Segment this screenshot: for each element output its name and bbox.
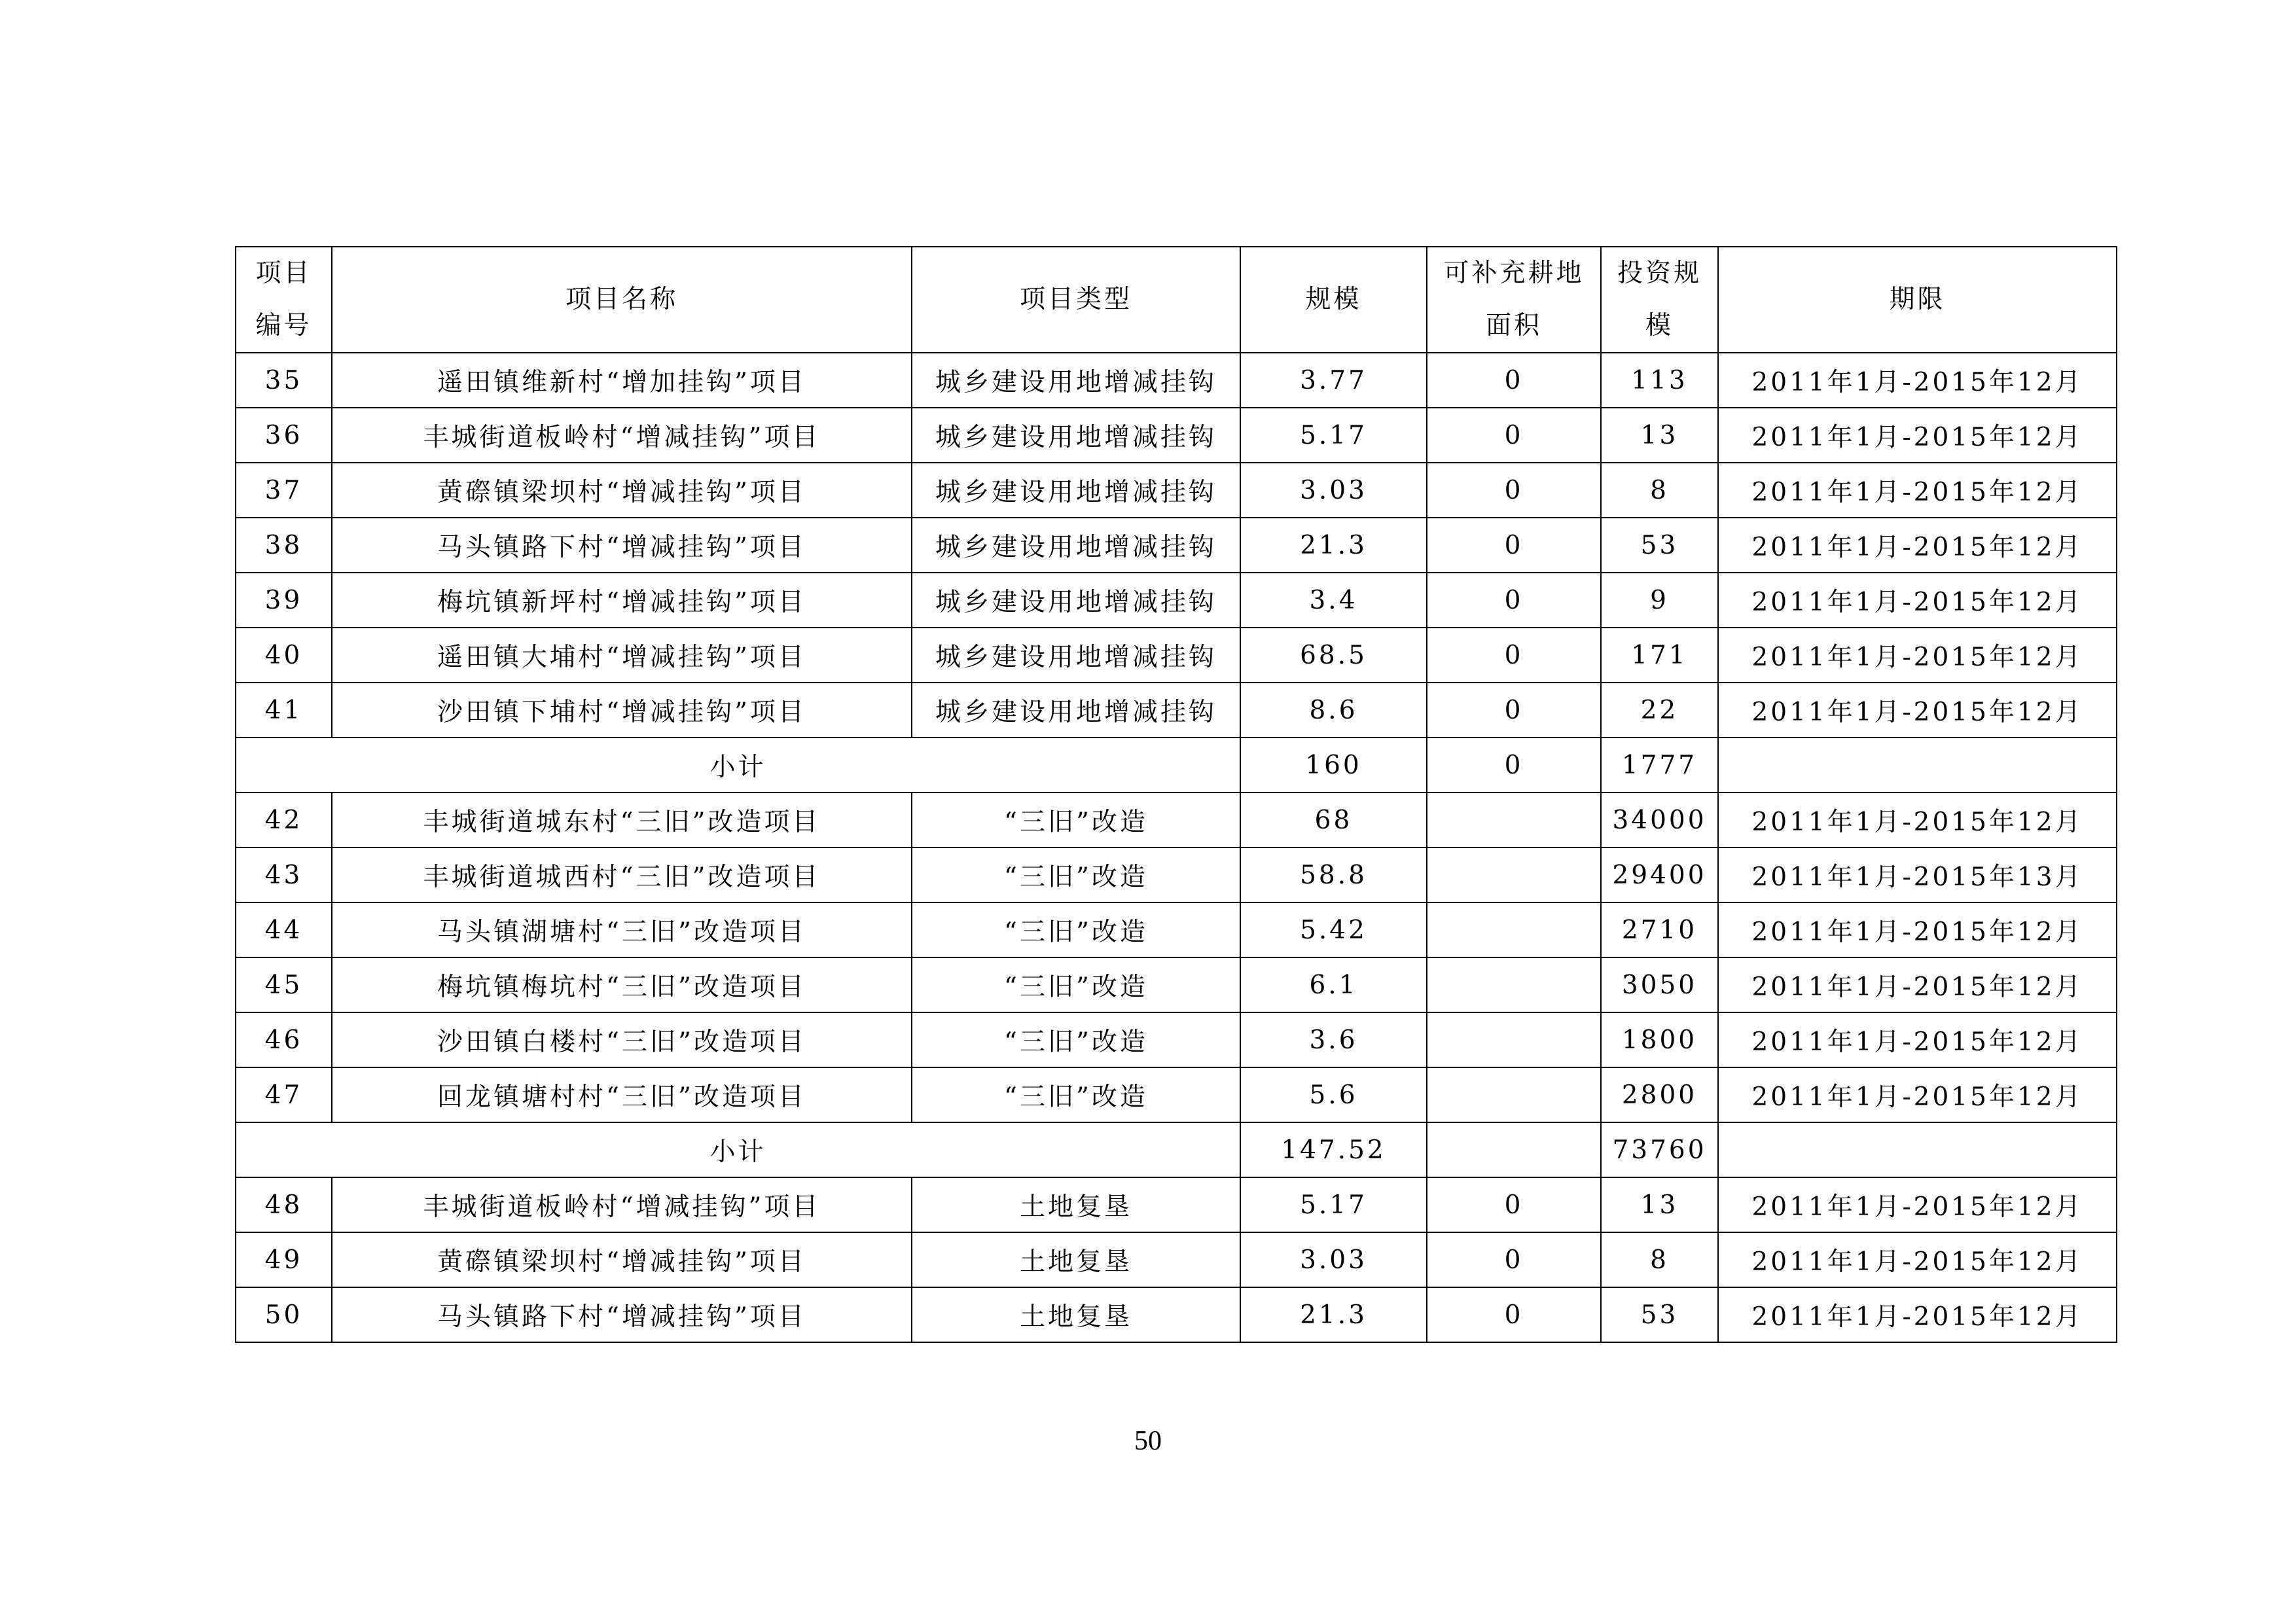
farmland-cell: 0	[1427, 408, 1601, 463]
period-cell: 2011年1月-2015年12月	[1718, 1232, 2117, 1287]
farmland-cell: 0	[1427, 353, 1601, 408]
header-farmland-area: 可补充耕地 面积	[1427, 247, 1601, 353]
name-cell: 回龙镇塘村村“三旧”改造项目	[332, 1067, 912, 1122]
header-project-id: 项目 编号	[236, 247, 332, 353]
investment-cell: 8	[1601, 1232, 1718, 1287]
header-scale: 规模	[1240, 247, 1427, 353]
id-cell: 39	[236, 573, 332, 628]
period-cell: 2011年1月-2015年12月	[1718, 1287, 2117, 1342]
farmland-cell: 0	[1427, 1287, 1601, 1342]
scale-cell: 68.5	[1240, 628, 1427, 683]
type-cell: 城乡建设用地增减挂钩	[912, 353, 1240, 408]
table-row	[236, 793, 2117, 847]
scale-cell: 21.3	[1240, 1287, 1427, 1342]
id-cell: 47	[236, 1067, 332, 1122]
period-cell: 2011年1月-2015年12月	[1718, 518, 2117, 573]
investment-cell: 29400	[1601, 847, 1718, 902]
page-number: 50	[1134, 1426, 1162, 1456]
farmland-cell	[1427, 793, 1601, 847]
id-cell: 35	[236, 353, 332, 408]
period-cell: 2011年1月-2015年13月	[1718, 847, 2117, 902]
scale-cell: 3.03	[1240, 463, 1427, 518]
subtotal-period-cell	[1718, 738, 2117, 793]
name-cell: 沙田镇下埔村“增减挂钩”项目	[332, 683, 912, 738]
period-cell: 2011年1月-2015年12月	[1718, 1012, 2117, 1067]
subtotal-farmland-cell	[1427, 1122, 1601, 1177]
id-cell: 42	[236, 793, 332, 847]
type-cell: 城乡建设用地增减挂钩	[912, 683, 1240, 738]
table-row	[236, 1177, 2117, 1232]
table-row	[236, 1012, 2117, 1067]
name-cell: 黄磜镇梁坝村“增减挂钩”项目	[332, 463, 912, 518]
table-header-row	[236, 247, 2117, 353]
period-cell: 2011年1月-2015年12月	[1718, 463, 2117, 518]
period-cell: 2011年1月-2015年12月	[1718, 1177, 2117, 1232]
table-row	[236, 408, 2117, 463]
header-investment: 投资规 模	[1601, 247, 1718, 353]
type-cell: “三旧”改造	[912, 902, 1240, 957]
period-cell: 2011年1月-2015年12月	[1718, 628, 2117, 683]
header-project-type: 项目类型	[912, 247, 1240, 353]
project-table	[235, 246, 2117, 1343]
investment-cell: 8	[1601, 463, 1718, 518]
farmland-cell	[1427, 902, 1601, 957]
investment-cell: 34000	[1601, 793, 1718, 847]
id-cell: 37	[236, 463, 332, 518]
table-body	[236, 353, 2117, 1342]
farmland-cell: 0	[1427, 518, 1601, 573]
type-cell: 城乡建设用地增减挂钩	[912, 518, 1240, 573]
type-cell: 土地复垦	[912, 1177, 1240, 1232]
subtotal-row	[236, 1122, 2117, 1177]
investment-cell: 13	[1601, 408, 1718, 463]
table-row	[236, 1232, 2117, 1287]
type-cell: “三旧”改造	[912, 793, 1240, 847]
period-cell: 2011年1月-2015年12月	[1718, 1067, 2117, 1122]
name-cell: 马头镇路下村“增减挂钩”项目	[332, 1287, 912, 1342]
id-cell: 36	[236, 408, 332, 463]
scale-cell: 5.6	[1240, 1067, 1427, 1122]
subtotal-scale-cell: 160	[1240, 738, 1427, 793]
farmland-cell: 0	[1427, 1177, 1601, 1232]
investment-cell: 22	[1601, 683, 1718, 738]
name-cell: 马头镇路下村“增减挂钩”项目	[332, 518, 912, 573]
subtotal-investment-cell: 73760	[1601, 1122, 1718, 1177]
farmland-cell	[1427, 1067, 1601, 1122]
header-period: 期限	[1718, 247, 2117, 353]
scale-cell: 58.8	[1240, 847, 1427, 902]
name-cell: 沙田镇白楼村“三旧”改造项目	[332, 1012, 912, 1067]
period-cell: 2011年1月-2015年12月	[1718, 902, 2117, 957]
id-cell: 41	[236, 683, 332, 738]
table-row	[236, 573, 2117, 628]
name-cell: 梅坑镇梅坑村“三旧”改造项目	[332, 957, 912, 1012]
type-cell: “三旧”改造	[912, 847, 1240, 902]
table-row	[236, 1287, 2117, 1342]
name-cell: 马头镇湖塘村“三旧”改造项目	[332, 902, 912, 957]
farmland-cell	[1427, 957, 1601, 1012]
period-cell: 2011年1月-2015年12月	[1718, 957, 2117, 1012]
header-project-name: 项目名称	[332, 247, 912, 353]
scale-cell: 5.42	[1240, 902, 1427, 957]
investment-cell: 2710	[1601, 902, 1718, 957]
subtotal-investment-cell: 1777	[1601, 738, 1718, 793]
id-cell: 40	[236, 628, 332, 683]
investment-cell: 1800	[1601, 1012, 1718, 1067]
period-cell: 2011年1月-2015年12月	[1718, 683, 2117, 738]
scale-cell: 5.17	[1240, 408, 1427, 463]
period-cell: 2011年1月-2015年12月	[1718, 573, 2117, 628]
type-cell: “三旧”改造	[912, 1012, 1240, 1067]
table-row	[236, 683, 2117, 738]
period-cell: 2011年1月-2015年12月	[1718, 793, 2117, 847]
name-cell: 遥田镇维新村“增加挂钩”项目	[332, 353, 912, 408]
id-cell: 48	[236, 1177, 332, 1232]
subtotal-farmland-cell: 0	[1427, 738, 1601, 793]
table-row	[236, 957, 2117, 1012]
name-cell: 黄磜镇梁坝村“增减挂钩”项目	[332, 1232, 912, 1287]
table-row	[236, 902, 2117, 957]
subtotal-label: 小计	[236, 1122, 1240, 1177]
farmland-cell	[1427, 847, 1601, 902]
table-row	[236, 463, 2117, 518]
type-cell: 土地复垦	[912, 1232, 1240, 1287]
table-row	[236, 847, 2117, 902]
id-cell: 43	[236, 847, 332, 902]
period-cell: 2011年1月-2015年12月	[1718, 408, 2117, 463]
name-cell: 丰城街道板岭村“增减挂钩”项目	[332, 408, 912, 463]
scale-cell: 3.77	[1240, 353, 1427, 408]
farmland-cell	[1427, 1012, 1601, 1067]
type-cell: 城乡建设用地增减挂钩	[912, 408, 1240, 463]
farmland-cell: 0	[1427, 463, 1601, 518]
type-cell: 城乡建设用地增减挂钩	[912, 573, 1240, 628]
table-row	[236, 518, 2117, 573]
farmland-cell: 0	[1427, 683, 1601, 738]
investment-cell: 53	[1601, 1287, 1718, 1342]
scale-cell: 21.3	[1240, 518, 1427, 573]
investment-cell: 171	[1601, 628, 1718, 683]
investment-cell: 53	[1601, 518, 1718, 573]
farmland-cell: 0	[1427, 573, 1601, 628]
name-cell: 遥田镇大埔村“增减挂钩”项目	[332, 628, 912, 683]
name-cell: 丰城街道城东村“三旧”改造项目	[332, 793, 912, 847]
table-row	[236, 628, 2117, 683]
scale-cell: 68	[1240, 793, 1427, 847]
farmland-cell: 0	[1427, 1232, 1601, 1287]
investment-cell: 9	[1601, 573, 1718, 628]
scale-cell: 3.6	[1240, 1012, 1427, 1067]
type-cell: “三旧”改造	[912, 1067, 1240, 1122]
subtotal-label: 小计	[236, 738, 1240, 793]
scale-cell: 5.17	[1240, 1177, 1427, 1232]
id-cell: 50	[236, 1287, 332, 1342]
type-cell: 土地复垦	[912, 1287, 1240, 1342]
id-cell: 44	[236, 902, 332, 957]
farmland-cell: 0	[1427, 628, 1601, 683]
investment-cell: 13	[1601, 1177, 1718, 1232]
scale-cell: 6.1	[1240, 957, 1427, 1012]
subtotal-scale-cell: 147.52	[1240, 1122, 1427, 1177]
type-cell: “三旧”改造	[912, 957, 1240, 1012]
period-cell: 2011年1月-2015年12月	[1718, 353, 2117, 408]
scale-cell: 8.6	[1240, 683, 1427, 738]
id-cell: 45	[236, 957, 332, 1012]
id-cell: 49	[236, 1232, 332, 1287]
subtotal-period-cell	[1718, 1122, 2117, 1177]
scale-cell: 3.03	[1240, 1232, 1427, 1287]
investment-cell: 113	[1601, 353, 1718, 408]
name-cell: 梅坑镇新坪村“增减挂钩”项目	[332, 573, 912, 628]
subtotal-row	[236, 738, 2117, 793]
scale-cell: 3.4	[1240, 573, 1427, 628]
table-row	[236, 353, 2117, 408]
id-cell: 38	[236, 518, 332, 573]
investment-cell: 3050	[1601, 957, 1718, 1012]
name-cell: 丰城街道城西村“三旧”改造项目	[332, 847, 912, 902]
investment-cell: 2800	[1601, 1067, 1718, 1122]
id-cell: 46	[236, 1012, 332, 1067]
type-cell: 城乡建设用地增减挂钩	[912, 628, 1240, 683]
type-cell: 城乡建设用地增减挂钩	[912, 463, 1240, 518]
table-row	[236, 1067, 2117, 1122]
name-cell: 丰城街道板岭村“增减挂钩”项目	[332, 1177, 912, 1232]
